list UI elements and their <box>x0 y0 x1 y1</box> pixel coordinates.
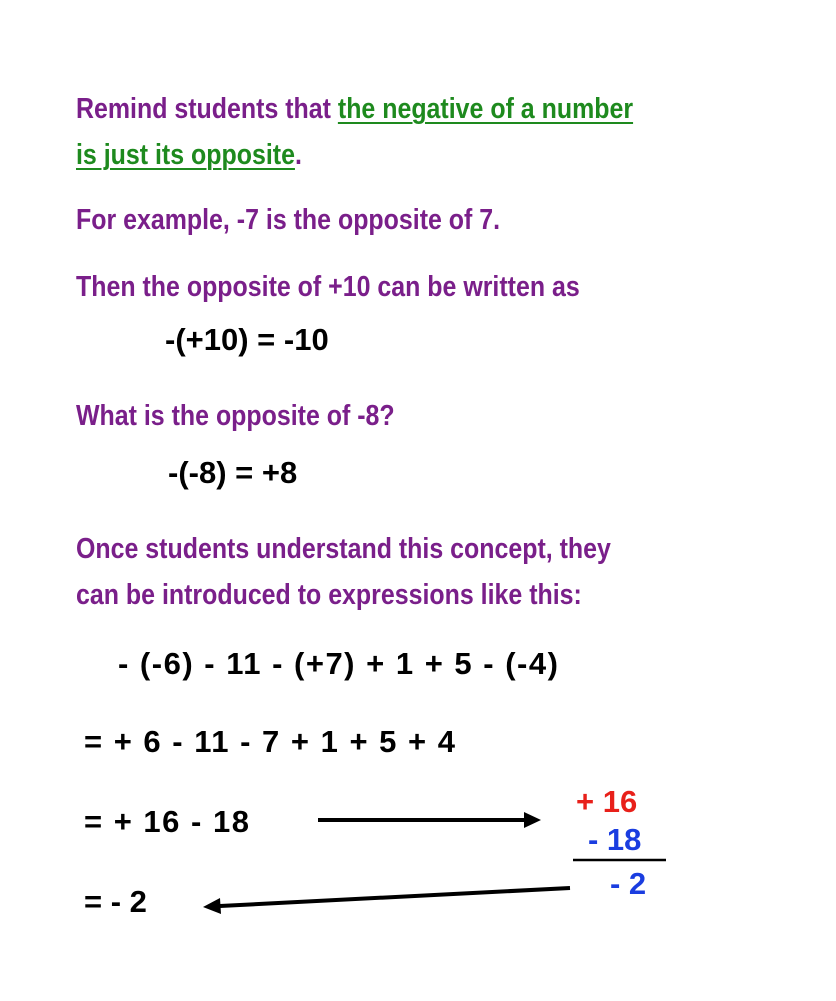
highlight-just-its-opposite: is just its opposite <box>76 139 295 171</box>
right-arrow-icon <box>318 812 541 828</box>
question-line: What is the opposite of -8? <box>76 400 395 432</box>
concept-line-2: can be introduced to expressions like this: <box>76 579 582 611</box>
equation-opposite-of-minus-8: -(-8) = +8 <box>168 455 298 490</box>
equation-opposite-of-plus-10: -(+10) = -10 <box>165 322 329 357</box>
expression-line: - (-6) - 11 - (+7) + 1 + 5 - (-4) <box>118 646 560 681</box>
highlight-negative-of-number: the negative of a number <box>337 93 634 125</box>
intro-text: Remind students that <box>76 93 338 125</box>
example-line: For example, -7 is the opposite of 7. <box>76 204 501 236</box>
step-2-line: = + 16 - 18 <box>84 804 251 839</box>
left-arrow-icon <box>203 888 570 914</box>
column-middle-number: - 18 <box>588 822 642 857</box>
then-line: Then the opposite of +10 can be written as <box>76 271 580 303</box>
intro-period: . <box>294 139 302 171</box>
step-3-line: = - 2 <box>84 884 147 919</box>
concept-line-1: Once students understand this concept, they <box>76 533 611 565</box>
step-1-line: = + 6 - 11 - 7 + 1 + 5 + 4 <box>84 724 457 759</box>
column-result-number: - 2 <box>610 866 647 901</box>
column-top-number: + 16 <box>576 784 638 819</box>
